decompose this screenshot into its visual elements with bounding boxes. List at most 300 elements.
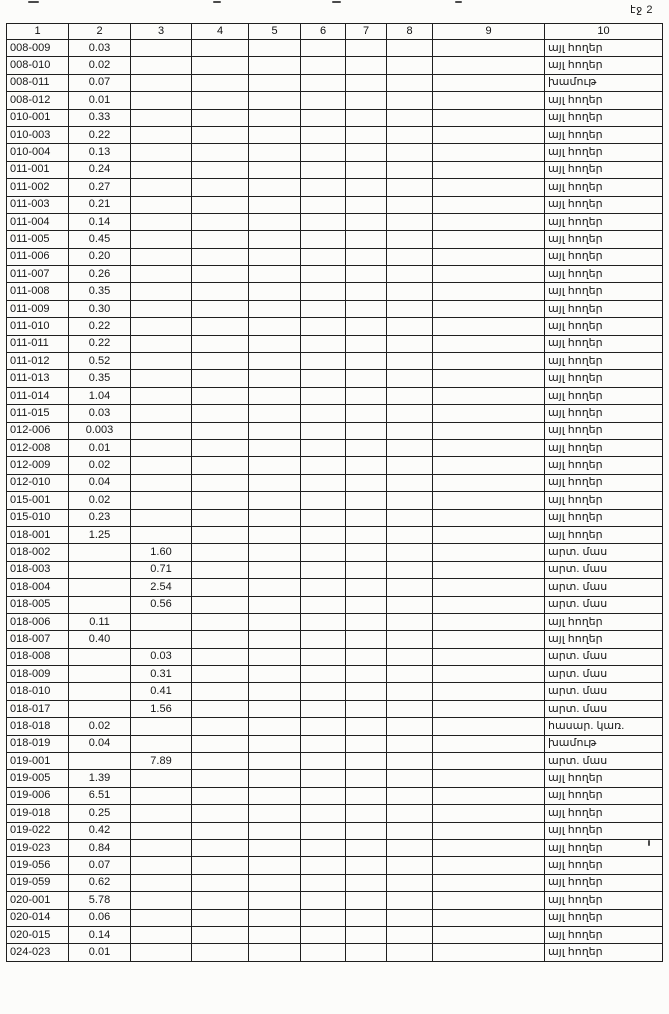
table-row [7,561,663,578]
table-row [7,666,663,683]
col7-cell [346,648,387,665]
col5-cell [249,266,301,283]
parcel-code-cell: 019-022 [7,822,69,839]
table-row [7,805,663,822]
table-row [7,40,663,57]
area-col3-cell [131,526,192,543]
area-col2-cell: 6.51 [69,787,131,804]
land-type-cell: այլ հողեր [545,196,663,213]
land-type-cell: այլ հողեր [545,805,663,822]
col6-cell [301,439,346,456]
col7-cell [346,613,387,630]
area-col3-cell [131,509,192,526]
table-row [7,822,663,839]
col4-cell [192,126,249,143]
table-row [7,787,663,804]
parcel-code-cell: 011-014 [7,387,69,404]
area-col2-cell: 0.02 [69,457,131,474]
col4-cell [192,92,249,109]
col8-cell [387,909,433,926]
col5-cell [249,283,301,300]
col7-cell [346,718,387,735]
area-col3-cell [131,300,192,317]
col6-cell [301,126,346,143]
col6-cell [301,318,346,335]
col9-cell [433,92,545,109]
area-col3-cell [131,335,192,352]
col4-cell [192,179,249,196]
land-type-cell: արտ. մաս [545,648,663,665]
col8-cell [387,544,433,561]
land-type-cell: այլ հողեր [545,40,663,57]
land-type-cell: այլ հողեր [545,109,663,126]
col6-cell [301,666,346,683]
land-type-cell: այլ հողեր [545,874,663,891]
col9-cell [433,909,545,926]
table-row [7,283,663,300]
col5-cell [249,735,301,752]
col8-cell [387,596,433,613]
col7-cell [346,179,387,196]
area-col2-cell: 0.003 [69,422,131,439]
col6-cell [301,474,346,491]
col4-cell [192,735,249,752]
parcel-code-cell: 011-013 [7,370,69,387]
col6-cell [301,353,346,370]
col9-cell [433,266,545,283]
area-col3-cell [131,353,192,370]
area-col3-cell [131,787,192,804]
area-col2-cell: 0.13 [69,144,131,161]
col8-cell [387,822,433,839]
col9-cell [433,422,545,439]
parcel-code-cell: 019-005 [7,770,69,787]
col8-cell [387,74,433,91]
area-col3-cell [131,109,192,126]
col4-cell [192,753,249,770]
column-header-4: 4 [192,24,249,40]
col8-cell [387,579,433,596]
col7-cell [346,579,387,596]
col7-cell [346,874,387,891]
area-col3-cell [131,179,192,196]
table-row [7,335,663,352]
column-header-7: 7 [346,24,387,40]
parcel-code-cell: 019-059 [7,874,69,891]
col7-cell [346,926,387,943]
land-type-cell: այլ հողեր [545,57,663,74]
col5-cell [249,613,301,630]
land-type-cell: այլ հողեր [545,370,663,387]
table-row [7,196,663,213]
parcel-code-cell: 018-006 [7,613,69,630]
col9-cell [433,718,545,735]
col8-cell [387,753,433,770]
land-type-cell: այլ հողեր [545,300,663,317]
land-type-cell: այլ հողեր [545,944,663,961]
parcel-code-cell: 010-001 [7,109,69,126]
area-col3-cell [131,422,192,439]
area-col2-cell: 0.14 [69,926,131,943]
col7-cell [346,857,387,874]
col4-cell [192,457,249,474]
col6-cell [301,387,346,404]
col9-cell [433,283,545,300]
col9-cell [433,648,545,665]
table-row [7,213,663,230]
parcel-code-cell: 024-023 [7,944,69,961]
col8-cell [387,213,433,230]
col8-cell [387,179,433,196]
parcel-code-cell: 012-006 [7,422,69,439]
col9-cell [433,213,545,230]
table-row [7,231,663,248]
col5-cell [249,335,301,352]
column-header-2: 2 [69,24,131,40]
area-col2-cell: 0.23 [69,509,131,526]
area-col3-cell [131,492,192,509]
table-row [7,353,663,370]
area-col2-cell: 0.45 [69,231,131,248]
col9-cell [433,596,545,613]
col5-cell [249,179,301,196]
col6-cell [301,683,346,700]
col6-cell [301,526,346,543]
table-row [7,544,663,561]
area-col2-cell: 0.52 [69,353,131,370]
col9-cell [433,231,545,248]
col8-cell [387,683,433,700]
col5-cell [249,387,301,404]
land-type-cell: այլ հողեր [545,857,663,874]
area-col3-cell [131,474,192,491]
land-type-cell: արտ. մաս [545,561,663,578]
col9-cell [433,370,545,387]
land-type-cell: այլ հողեր [545,892,663,909]
col7-cell [346,335,387,352]
table-header [7,24,663,40]
col5-cell [249,40,301,57]
area-col3-cell [131,805,192,822]
col8-cell [387,857,433,874]
area-col3-cell [131,231,192,248]
col6-cell [301,248,346,265]
col8-cell [387,439,433,456]
col5-cell [249,353,301,370]
table-row [7,57,663,74]
col5-cell [249,631,301,648]
col4-cell [192,526,249,543]
table-row [7,718,663,735]
col5-cell [249,770,301,787]
col7-cell [346,196,387,213]
land-type-cell: այլ հողեր [545,422,663,439]
land-type-cell: այլ հողեր [545,231,663,248]
area-col3-cell [131,387,192,404]
col4-cell [192,283,249,300]
col6-cell [301,300,346,317]
col9-cell [433,561,545,578]
table-row [7,300,663,317]
parcel-code-cell: 018-019 [7,735,69,752]
col6-cell [301,544,346,561]
col6-cell [301,509,346,526]
table-row [7,370,663,387]
col7-cell [346,700,387,717]
col5-cell [249,370,301,387]
area-col2-cell: 0.33 [69,109,131,126]
area-col2-cell [69,683,131,700]
col6-cell [301,613,346,630]
col6-cell [301,787,346,804]
col5-cell [249,648,301,665]
col9-cell [433,544,545,561]
scan-artifact [455,1,462,3]
area-col3-cell [131,944,192,961]
parcel-code-cell: 012-010 [7,474,69,491]
col5-cell [249,700,301,717]
col4-cell [192,474,249,491]
col4-cell [192,370,249,387]
col9-cell [433,857,545,874]
area-col2-cell: 0.42 [69,822,131,839]
table-row [7,126,663,143]
col9-cell [433,57,545,74]
parcel-code-cell: 010-003 [7,126,69,143]
area-col2-cell: 0.04 [69,735,131,752]
col9-cell [433,753,545,770]
area-col3-cell [131,439,192,456]
area-col3-cell [131,770,192,787]
area-col2-cell: 0.03 [69,405,131,422]
col4-cell [192,509,249,526]
col7-cell [346,805,387,822]
col8-cell [387,40,433,57]
page-number: էջ 2 [630,4,653,16]
parcel-code-cell: 011-005 [7,231,69,248]
col4-cell [192,335,249,352]
col7-cell [346,248,387,265]
col4-cell [192,926,249,943]
col8-cell [387,422,433,439]
col4-cell [192,196,249,213]
table-row [7,492,663,509]
col4-cell [192,109,249,126]
col5-cell [249,944,301,961]
area-col3-cell: 1.60 [131,544,192,561]
col4-cell [192,144,249,161]
table-row [7,474,663,491]
col7-cell [346,753,387,770]
col5-cell [249,457,301,474]
col9-cell [433,161,545,178]
col4-cell [192,492,249,509]
area-col3-cell [131,126,192,143]
col8-cell [387,839,433,856]
parcel-code-cell: 011-007 [7,266,69,283]
col4-cell [192,770,249,787]
area-col2-cell: 0.07 [69,74,131,91]
table-row [7,909,663,926]
col6-cell [301,40,346,57]
area-col2-cell [69,648,131,665]
col7-cell [346,57,387,74]
col5-cell [249,196,301,213]
col9-cell [433,735,545,752]
area-col2-cell: 0.22 [69,318,131,335]
col8-cell [387,648,433,665]
area-col2-cell [69,700,131,717]
col7-cell [346,40,387,57]
col6-cell [301,631,346,648]
col9-cell [433,805,545,822]
col4-cell [192,579,249,596]
parcel-code-cell: 015-001 [7,492,69,509]
col8-cell [387,700,433,717]
col8-cell [387,892,433,909]
area-col3-cell [131,718,192,735]
land-type-cell: արտ. մաս [545,579,663,596]
area-col3-cell [131,57,192,74]
area-col2-cell: 0.30 [69,300,131,317]
col5-cell [249,109,301,126]
column-header-10: 10 [545,24,663,40]
parcel-code-cell: 019-001 [7,753,69,770]
col9-cell [433,248,545,265]
parcel-code-cell: 018-002 [7,544,69,561]
col9-cell [433,109,545,126]
parcel-code-cell: 018-010 [7,683,69,700]
col6-cell [301,335,346,352]
col8-cell [387,492,433,509]
area-col2-cell: 0.03 [69,40,131,57]
col8-cell [387,353,433,370]
area-col2-cell: 0.35 [69,370,131,387]
parcel-code-cell: 019-056 [7,857,69,874]
col6-cell [301,926,346,943]
parcel-code-cell: 019-018 [7,805,69,822]
col9-cell [433,892,545,909]
area-col3-cell [131,74,192,91]
col7-cell [346,353,387,370]
table-row [7,944,663,961]
col5-cell [249,57,301,74]
table-row [7,839,663,856]
area-col2-cell: 0.01 [69,92,131,109]
col6-cell [301,179,346,196]
area-col2-cell: 0.07 [69,857,131,874]
area-col3-cell [131,318,192,335]
col4-cell [192,353,249,370]
area-col2-cell: 0.26 [69,266,131,283]
col9-cell [433,318,545,335]
col8-cell [387,561,433,578]
col6-cell [301,805,346,822]
col4-cell [192,213,249,230]
col6-cell [301,770,346,787]
col9-cell [433,492,545,509]
col8-cell [387,874,433,891]
parcel-code-cell: 018-007 [7,631,69,648]
col6-cell [301,718,346,735]
area-col3-cell: 7.89 [131,753,192,770]
col7-cell [346,370,387,387]
land-type-cell: այլ հողեր [545,526,663,543]
table-row [7,596,663,613]
parcel-code-cell: 019-006 [7,787,69,804]
col9-cell [433,335,545,352]
parcel-code-cell: 011-004 [7,213,69,230]
land-type-cell: այլ հողեր [545,335,663,352]
col6-cell [301,283,346,300]
col8-cell [387,335,433,352]
col9-cell [433,613,545,630]
parcel-code-cell: 018-003 [7,561,69,578]
area-col3-cell [131,874,192,891]
col4-cell [192,248,249,265]
col5-cell [249,144,301,161]
land-type-cell: արտ. մաս [545,753,663,770]
col8-cell [387,387,433,404]
col7-cell [346,683,387,700]
col5-cell [249,805,301,822]
area-col2-cell [69,753,131,770]
col9-cell [433,474,545,491]
col8-cell [387,474,433,491]
parcel-code-cell: 011-011 [7,335,69,352]
area-col3-cell [131,613,192,630]
col6-cell [301,492,346,509]
parcel-code-cell: 011-006 [7,248,69,265]
col4-cell [192,596,249,613]
area-col3-cell: 0.03 [131,648,192,665]
land-type-cell: այլ հողեր [545,92,663,109]
col7-cell [346,74,387,91]
col4-cell [192,161,249,178]
scan-artifact [28,1,39,3]
col8-cell [387,92,433,109]
col5-cell [249,92,301,109]
col4-cell [192,387,249,404]
land-type-cell: արտ. մաս [545,544,663,561]
area-col2-cell: 0.02 [69,57,131,74]
land-parcel-table [6,23,663,962]
parcel-code-cell: 019-023 [7,839,69,856]
table-row [7,161,663,178]
column-header-6: 6 [301,24,346,40]
area-col2-cell: 0.02 [69,492,131,509]
col9-cell [433,387,545,404]
land-type-cell: այլ հողեր [545,787,663,804]
table-row [7,874,663,891]
col9-cell [433,40,545,57]
area-col2-cell: 0.02 [69,718,131,735]
parcel-code-cell: 018-009 [7,666,69,683]
col8-cell [387,109,433,126]
area-col2-cell: 0.20 [69,248,131,265]
col7-cell [346,839,387,856]
col4-cell [192,909,249,926]
col4-cell [192,874,249,891]
col6-cell [301,735,346,752]
parcel-code-cell: 012-009 [7,457,69,474]
table-row [7,770,663,787]
col4-cell [192,857,249,874]
land-type-cell: այլ հողեր [545,770,663,787]
col7-cell [346,892,387,909]
col9-cell [433,944,545,961]
land-type-cell: հասար. կառ. [545,718,663,735]
